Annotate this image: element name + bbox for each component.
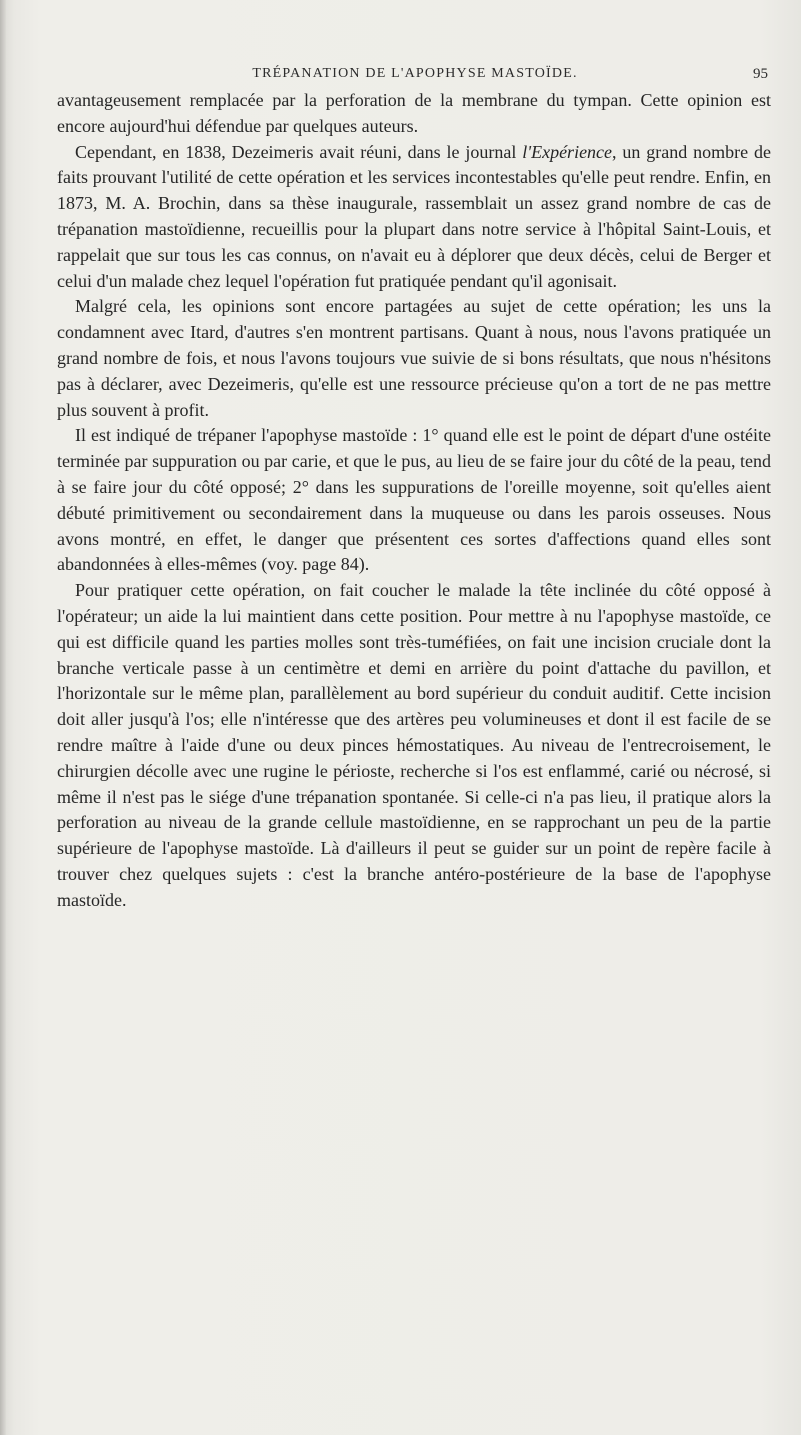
running-head xyxy=(60,66,770,90)
running-title: TRÉPANATION DE L'APOPHYSE MASTOÏDE. xyxy=(252,66,578,81)
text-body xyxy=(57,88,771,914)
paragraph-2-part-1: Cependant, en 1838, Dezeimeris avait réuni, dans le journal xyxy=(75,141,523,162)
paragraph-2 xyxy=(57,140,771,295)
paragraph-2-part-2: , un grand nombre de faits prouvant l'utilité de cette opération et les services incontestables qu'elle peut rendre. Enfin, en 1873, M. A. Brochin, dans sa thèse inaugurale, rassemblait un assez grand nombre de cas de trépanation mastoïdienne, recueillis pour la plupart dans notre service à l'hôpital Saint-Louis, et rappelait que sur tous les cas connus, on n'avait eu à déplorer que deux décès, celui de Berger et celui d'un malade chez lequel l'opération fut pratiquée pendant qu'il agonisait. xyxy=(57,141,771,291)
page-number: 95 xyxy=(753,66,768,82)
journal-title: l'Expérience xyxy=(522,141,613,162)
binding-shadow xyxy=(0,0,6,1435)
paragraph-4: Il est indiqué de trépaner l'apophyse mastoïde : 1° quand elle est le point de départ d'une ostéite terminée par suppuration ou par carie, et que le pus, au lieu de se faire jour du côté de la peau, tend à se faire jour du côté opposé; 2° dans les suppurations de l'oreille moyenne, soit qu'elles aient débuté primitivement ou secondairement dans la muqueuse ou dans les parois osseuses. Nous avons montré, en effet, le danger que présentent ces sortes d'affections quand elles sont abandonnées à elles-mêmes (voy. page 84). xyxy=(57,425,771,575)
paragraph-5: Pour pratiquer cette opération, on fait coucher le malade la tête inclinée du côté opposé à l'opérateur; un aide la lui maintient dans cette position. Pour mettre à nu l'apophyse mastoïde, ce qui est difficile quand les parties molles sont très-tuméfiées, on fait une incision cruciale dont la branche verticale passe à un centimètre et demi en arrière du point d'attache du pavillon, et l'horizontale sur le même plan, parallèlement au bord supérieur du conduit auditif. Cette incision doit aller jusqu'à l'os; elle n'intéresse que des artères peu volumineuses et dont il est facile de se rendre maître à l'aide d'une ou deux pinces hémostatiques. Au niveau de l'entrecroisement, le chirurgien décolle avec une rugine le périoste, recherche si l'os est enflammé, carié ou nécrosé, si même il n'est pas le siége d'une trépanation spontanée. Si celle-ci n'a pas lieu, il pratique alors la perforation au niveau de la grande cellule mastoïdienne, en se rapprochant un peu de la partie supérieure de l'apophyse mastoïde. Là d'ailleurs il peut se guider sur un point de repère facile à trouver chez quelques sujets : c'est la branche antéro-postérieure de la base de l'apophyse mastoïde. xyxy=(57,580,771,910)
paragraph-3: Malgré cela, les opinions sont encore partagées au sujet de cette opération; les uns la condamnent avec Itard, d'autres s'en montrent partisans. Quant à nous, nous l'avons pratiquée un grand nombre de fois, et nous l'avons toujours vue suivie de si bons résultats, que nous n'hésitons pas à déclarer, avec Dezeimeris, qu'elle est une ressource précieuse qu'on a tort de ne pas mettre plus souvent à profit. xyxy=(57,296,771,420)
paragraph-1: avantageusement remplacée par la perforation de la membrane du tympan. Cette opinion est encore aujourd'hui défendue par quelques auteurs. xyxy=(57,90,771,136)
